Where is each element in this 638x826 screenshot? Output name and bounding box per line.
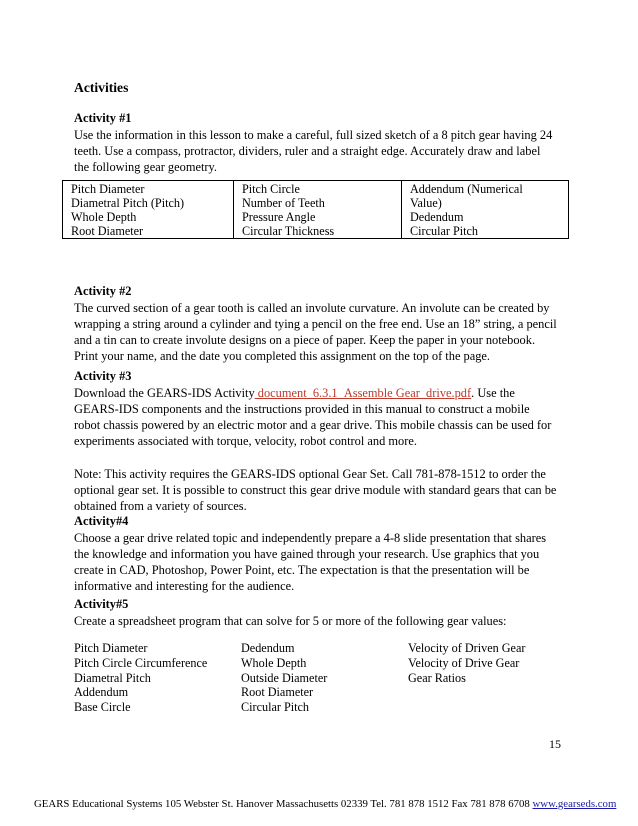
footer-text: GEARS Educational Systems 105 Webster St. Hanover Massachusetts 02339 Tel. 781 878 1512 Fax 781 878 6708 — [34, 798, 533, 810]
list-item: Whole Depth — [241, 655, 307, 670]
table-item: Dedendum — [410, 210, 464, 224]
list-item: Velocity of Driven Gear — [408, 641, 526, 655]
list-item: Diametral Pitch — [74, 670, 151, 685]
list-item: Base Circle — [74, 700, 131, 715]
activity-3-line-post: . Use the — [471, 385, 515, 400]
gear-values-column — [408, 641, 525, 685]
activity-3-line: experiments associated with torque, velocity, robot control and more. — [74, 434, 417, 449]
table-item: Circular Thickness — [242, 224, 335, 238]
table-cell — [402, 181, 569, 239]
table-item: Pitch Circle — [242, 182, 300, 196]
table-item: Circular Pitch — [410, 224, 479, 238]
activity-1-line: the following gear geometry. — [74, 160, 218, 175]
list-item: Dedendum — [241, 641, 295, 655]
table-item: Pitch Diameter — [71, 182, 145, 196]
activity-3-line: robot chassis powered by an electric motor and a gear drive. This mobile chassis can be used for — [74, 418, 552, 433]
activity-3-note-line: obtained from a variety of sources. — [74, 499, 247, 514]
table-item: Number of Teeth — [242, 196, 325, 210]
gear-values-column — [241, 641, 327, 715]
gear-geometry-table — [62, 180, 569, 239]
gear-values-column — [74, 641, 207, 715]
activity-4-line: informative and interesting for the audience. — [74, 579, 295, 594]
activity-2 — [74, 284, 574, 365]
activity-3 — [74, 369, 574, 515]
activity-3-line: GEARS-IDS components and the instructions provided in this manual to construct a mobile — [74, 401, 530, 416]
activity-1-heading: Activity #1 — [74, 111, 132, 125]
footer — [34, 798, 616, 810]
section-title: Activities — [74, 80, 129, 95]
activity-2-line: wrapping a string around a cylinder and tying a pencil on the free end. Use an 18” string, a pencil — [74, 316, 557, 331]
list-item: Outside Diameter — [241, 670, 328, 685]
activity-4-heading: Activity#4 — [74, 514, 129, 528]
page-number: 15 — [549, 737, 561, 751]
activity-5-line: Create a spreadsheet program that can solve for 5 or more of the following gear values: — [74, 613, 507, 628]
footer-website-link[interactable]: www.gearseds.com — [532, 798, 617, 810]
activity-3-line — [74, 385, 574, 401]
activity-4 — [74, 514, 574, 595]
list-item: Velocity of Drive Gear — [408, 655, 520, 670]
activity-4-line: Choose a gear drive related topic and independently prepare a 4-8 slide presentation that shares — [74, 530, 547, 545]
list-item: Root Diameter — [241, 685, 314, 700]
table-item: Whole Depth — [71, 210, 137, 224]
activity-1-line: teeth. Use a compass, protractor, dividers, ruler and a straight edge. Accurately draw and label — [74, 143, 541, 158]
list-item: Addendum — [74, 685, 129, 700]
activity-2-line: and a tin can to create involute designs on a piece of paper. Keep the paper in your notebook. — [74, 333, 536, 348]
table-cell — [234, 181, 402, 239]
table-item: Root Diameter — [71, 224, 144, 238]
activity-2-line: The curved section of a gear tooth is called an involute curvature. An involute can be created by — [74, 300, 550, 315]
activity-3-heading: Activity #3 — [74, 369, 132, 383]
activity-2-heading: Activity #2 — [74, 284, 132, 298]
list-item: Gear Ratios — [408, 670, 466, 685]
table-item: Value) — [410, 196, 442, 210]
table-cell — [63, 181, 234, 239]
list-item: Circular Pitch — [241, 700, 310, 715]
activity-4-line: the knowledge and information you have gained through your research. Use graphics that you — [74, 546, 540, 561]
activity-document-link[interactable]: document_6.3.1_Assemble Gear_drive.pdf — [254, 385, 472, 400]
table-item: Addendum (Numerical — [410, 182, 523, 196]
activity-4-line: create in CAD, Photoshop, Power Point, etc. The expectation is that the presentation will be — [74, 563, 530, 578]
activity-1-line: Use the information in this lesson to make a careful, full sized sketch of a 8 pitch gear having 24 — [74, 127, 553, 142]
list-item: Pitch Circle Circumference — [74, 655, 208, 670]
activity-1 — [74, 111, 574, 175]
activity-5 — [74, 597, 574, 629]
activity-5-heading: Activity#5 — [74, 597, 129, 611]
activity-3-note-line: optional gear set. It is possible to construct this gear drive module with standard gears that can be — [74, 483, 557, 498]
activity-2-line: Print your name, and the date you completed this assignment on the top of the page. — [74, 349, 491, 364]
table-item: Diametral Pitch (Pitch) — [71, 196, 185, 210]
activity-3-line-pre: Download the GEARS-IDS Activity — [74, 385, 255, 400]
list-item: Pitch Diameter — [74, 641, 148, 655]
table-item: Pressure Angle — [242, 210, 316, 224]
activity-3-note-line: Note: This activity requires the GEARS-IDS optional Gear Set. Call 781-878-1512 to order the — [74, 466, 546, 481]
